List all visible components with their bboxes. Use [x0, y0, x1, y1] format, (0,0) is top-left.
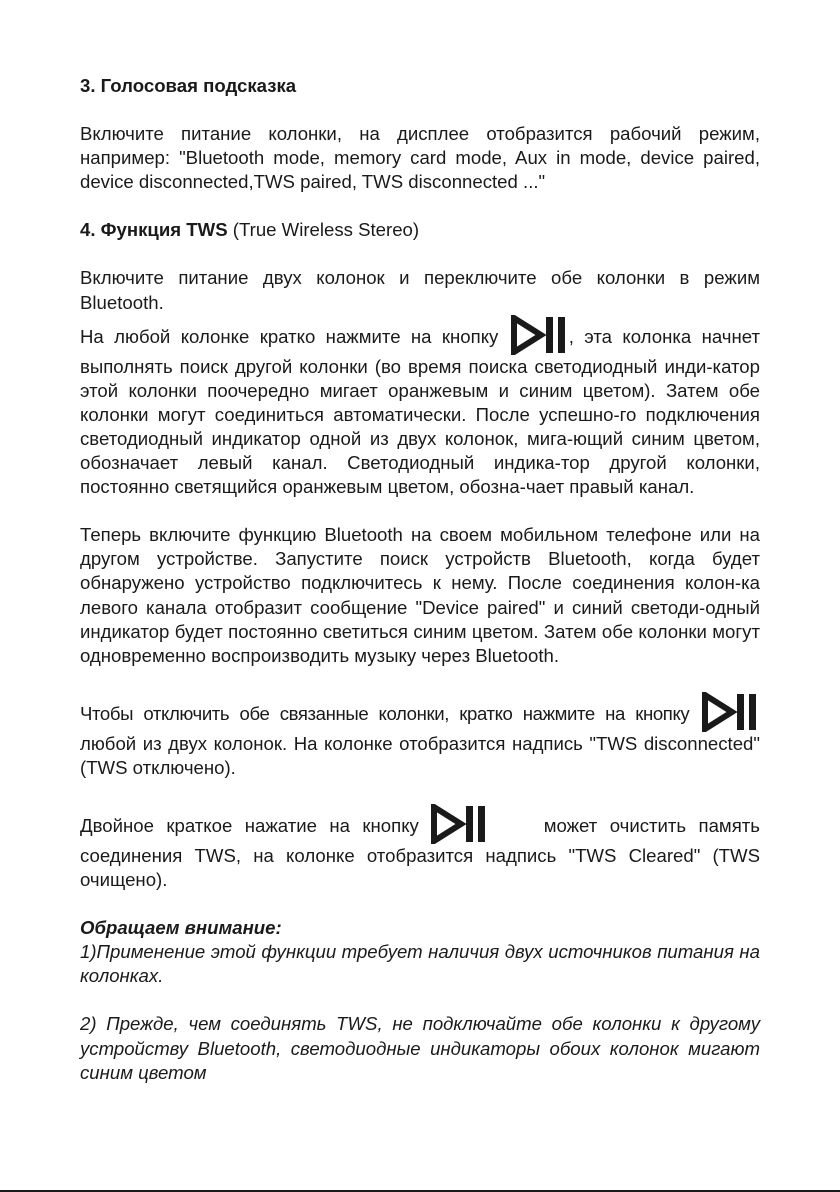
section-4-heading-bold: 4. Функция TWS — [80, 219, 228, 241]
tws-search-text-end: , эта колонка начнет выполнять поиск другой колонки (во время поиска светодиодный инди-катор этой колонки поочередно мигает оранжевым и синим цветом). Затем обе колонки могут соединиться автоматически. После успешно-го подключения светодиодный индикатор одной из двух колонок, мига-ющий синим цветом, обозначает левый канал. Светодиодный индика-тор другой колонки, постоянно светящийся оранжевым цветом, обозна-чает правый канал. — [80, 325, 760, 498]
section-4-heading-subtitle: (True Wireless Stereo) — [227, 219, 420, 241]
tws-search-text-start: На любой колонке кратко нажмите на кнопку — [80, 325, 499, 347]
play-pause-icon — [702, 692, 758, 732]
page-content — [80, 74, 760, 1085]
note-item-1: 1)Применение этой функции требует наличия двух источников питания на колонках. — [80, 941, 760, 987]
tws-clear-text-end: может очистить память соединения TWS, на колонке отобразится надпись "TWS Cleared" (TWS очищено). — [80, 814, 760, 891]
tws-clear-text-start: Двойное краткое нажатие на кнопку — [80, 814, 419, 836]
tws-power-on-paragraph: Включите питание двух колонок и переключите обе колонки в режим Bluetooth. — [80, 267, 760, 313]
play-pause-icon — [511, 315, 567, 355]
note-item-2: 2) Прежде, чем соединять TWS, не подключайте обе колонки к другому устройству Bluetooth, светодиодные индикаторы обоих колонок мигают синим цветом — [80, 1013, 760, 1083]
section-4-heading — [80, 218, 760, 242]
tws-search-paragraph — [80, 315, 760, 500]
tws-disconnect-paragraph — [80, 692, 760, 780]
tws-disconnect-text-start: Чтобы отключить обе связанные колонки, кратко нажмите на кнопку — [80, 702, 690, 724]
section-3-heading: 3. Голосовая подсказка — [80, 75, 297, 96]
bluetooth-pairing-paragraph: Теперь включите функцию Bluetooth на своем мобильном телефоне или на другом устройстве. Запустите поиск устройств Bluetooth, когда будет обнаружено устройство подключитесь к нему. После соединения колон-ка левого канала отобразит сообщение "Device paired" и синий светоди-одный индикатор будет постоянно светиться синим цветом. Затем обе колонки могут одновременно воспроизводить музыку через Bluetooth. — [80, 524, 760, 666]
play-pause-icon — [431, 804, 531, 844]
tws-disconnect-text-end: любой из двух колонок. На колонке отобразится надпись "TWS disconnected" (TWS отключено). — [80, 732, 760, 778]
note-title: Обращаем внимание: — [80, 917, 282, 939]
tws-clear-paragraph — [80, 804, 760, 892]
voice-prompt-paragraph: Включите питание колонки, на дисплее отобразится рабочий режим, например: "Bluetooth mode, memory card mode, Aux in mode, device paired, device disconnected,TWS paired, TWS disconnected ..." — [80, 123, 760, 193]
